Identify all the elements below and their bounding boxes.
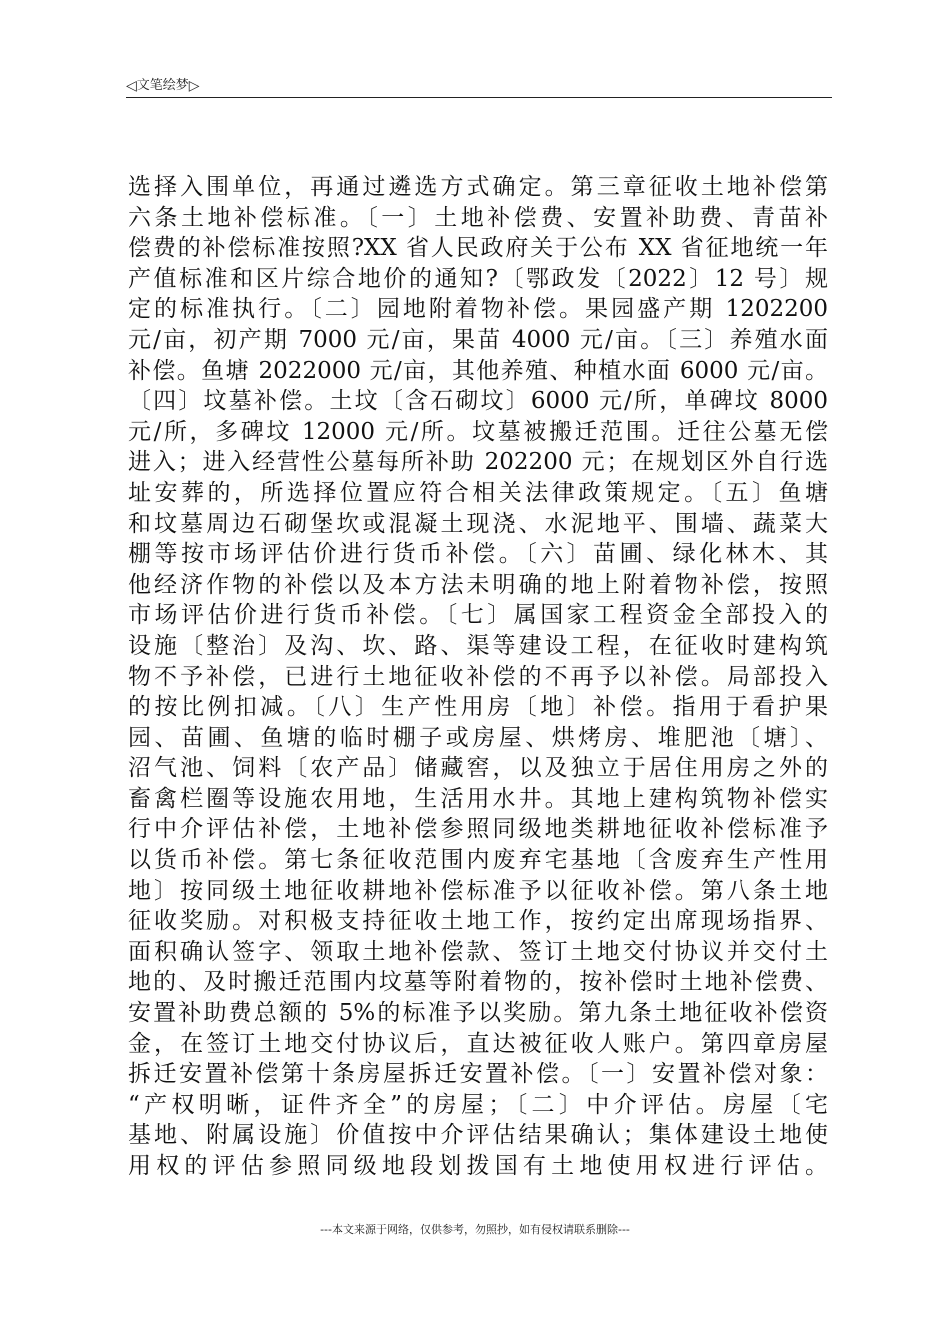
body-line: 选择入围单位，再通过遴选方式确定。第三章征收土地补偿第 [128,174,828,200]
body-line: 进入；进入经营性公墓每所补助 202200 元；在规划区外自行选 [128,449,828,476]
body-line: 畜禽栏圈等设施农用地，生活用水井。其地上建构筑物补偿实 [128,785,828,812]
body-line: 和坟墓周边石砌堡坎或混凝土现浇、水泥地平、围墙、蔬菜大 [128,510,828,537]
body-line: 定的标准执行。〔二〕园地附着物补偿。果园盛产期 1202200 [128,296,828,323]
document-body [128,172,828,1182]
body-line: 拆迁安置补偿第十条房屋拆迁安置补偿。〔一〕安置补偿对象： [128,1061,828,1088]
body-line: 补偿。鱼塘 2022000 元/亩，其他养殖、种植水面 6000 元/亩。 [128,357,828,384]
body-line: 园、苗圃、鱼塘的临时棚子或房屋、烘烤房、堆肥池〔塘〕、 [128,724,828,751]
page-footer: ---本文来源于网络，仅供参考，勿照抄，如有侵权请联系删除--- [320,1223,630,1236]
body-line: 产值标准和区片综合地价的通知?〔鄂政发〔2022〕12 号〕规 [128,265,828,292]
body-line: 偿费的补偿标准按照?XX 省人民政府关于公布 XX 省征地统一年 [128,235,828,262]
body-line: 基地、附属设施〕价值按中介评估结果确认；集体建设土地使 [128,1122,828,1149]
header-divider [126,97,832,98]
body-line: 元/所，多碑坟 12000 元/所。坟墓被搬迁范围。迁往公墓无偿 [128,418,828,445]
body-line: 行中介评估补偿，土地补偿参照同级地类耕地征收补偿标准予 [128,816,828,843]
body-line: 安置补助费总额的 5%的标准予以奖励。第九条土地征收补偿资 [128,1000,828,1027]
body-line: 地〕按同级土地征收耕地补偿标准予以征收补偿。第八条土地 [128,877,828,904]
body-line: 地的、及时搬迁范围内坟墓等附着物的，按补偿时土地补偿费、 [128,969,828,996]
body-line: 〔四〕坟墓补偿。土坟〔含石砌坟〕6000 元/所，单碑坟 8000 [128,388,828,415]
body-line: 用权的评估参照同级地段划拨国有土地使用权进行评估。 [128,1153,828,1179]
body-line: 设施〔整治〕及沟、坎、路、渠等建设工程，在征收时建构筑 [128,632,828,659]
header-title: 文笔绘梦 [136,78,189,93]
body-line: 址安葬的，所选择位置应符合相关法律政策规定。〔五〕鱼塘 [128,479,828,506]
body-line: 棚等按市场评估价进行货币补偿。〔六〕苗圃、绿化林木、其 [128,541,828,568]
body-line: 的按比例扣减。〔八〕生产性用房〔地〕补偿。指用于看护果 [128,694,828,721]
body-line: 征收奖励。对积极支持征收土地工作，按约定出席现场指界、 [128,908,828,935]
body-line: 六条土地补偿标准。〔一〕土地补偿费、安置补助费、青苗补 [128,204,828,231]
body-line: 市场评估价进行货币补偿。〔七〕属国家工程资金全部投入的 [128,602,828,629]
body-line: 面积确认签字、领取土地补偿款、签订土地交付协议并交付土 [128,938,828,965]
body-line: 沼气池、饲料〔农产品〕储藏窖，以及独立于居住用房之外的 [128,755,828,782]
body-line: “产权明晰，证件齐全”的房屋；〔二〕中介评估。房屋〔宅 [128,1091,828,1118]
page-header [126,76,832,96]
body-line: 元/亩，初产期 7000 元/亩，果苗 4000 元/亩。〔三〕养殖水面 [128,326,828,353]
body-line: 以货币补偿。第七条征收范围内废弃宅基地〔含废弃生产性用 [128,847,828,874]
body-line: 物不予补偿，已进行土地征收补偿的不再予以补偿。局部投入 [128,663,828,690]
right-triangle-icon: ▷ [188,78,200,94]
body-line: 金，在签订土地交付协议后，直达被征收人账户。第四章房屋 [128,1030,828,1057]
body-line: 他经济作物的补偿以及本方法未明确的地上附着物补偿，按照 [128,571,828,598]
left-triangle-icon: ◁ [126,78,137,94]
